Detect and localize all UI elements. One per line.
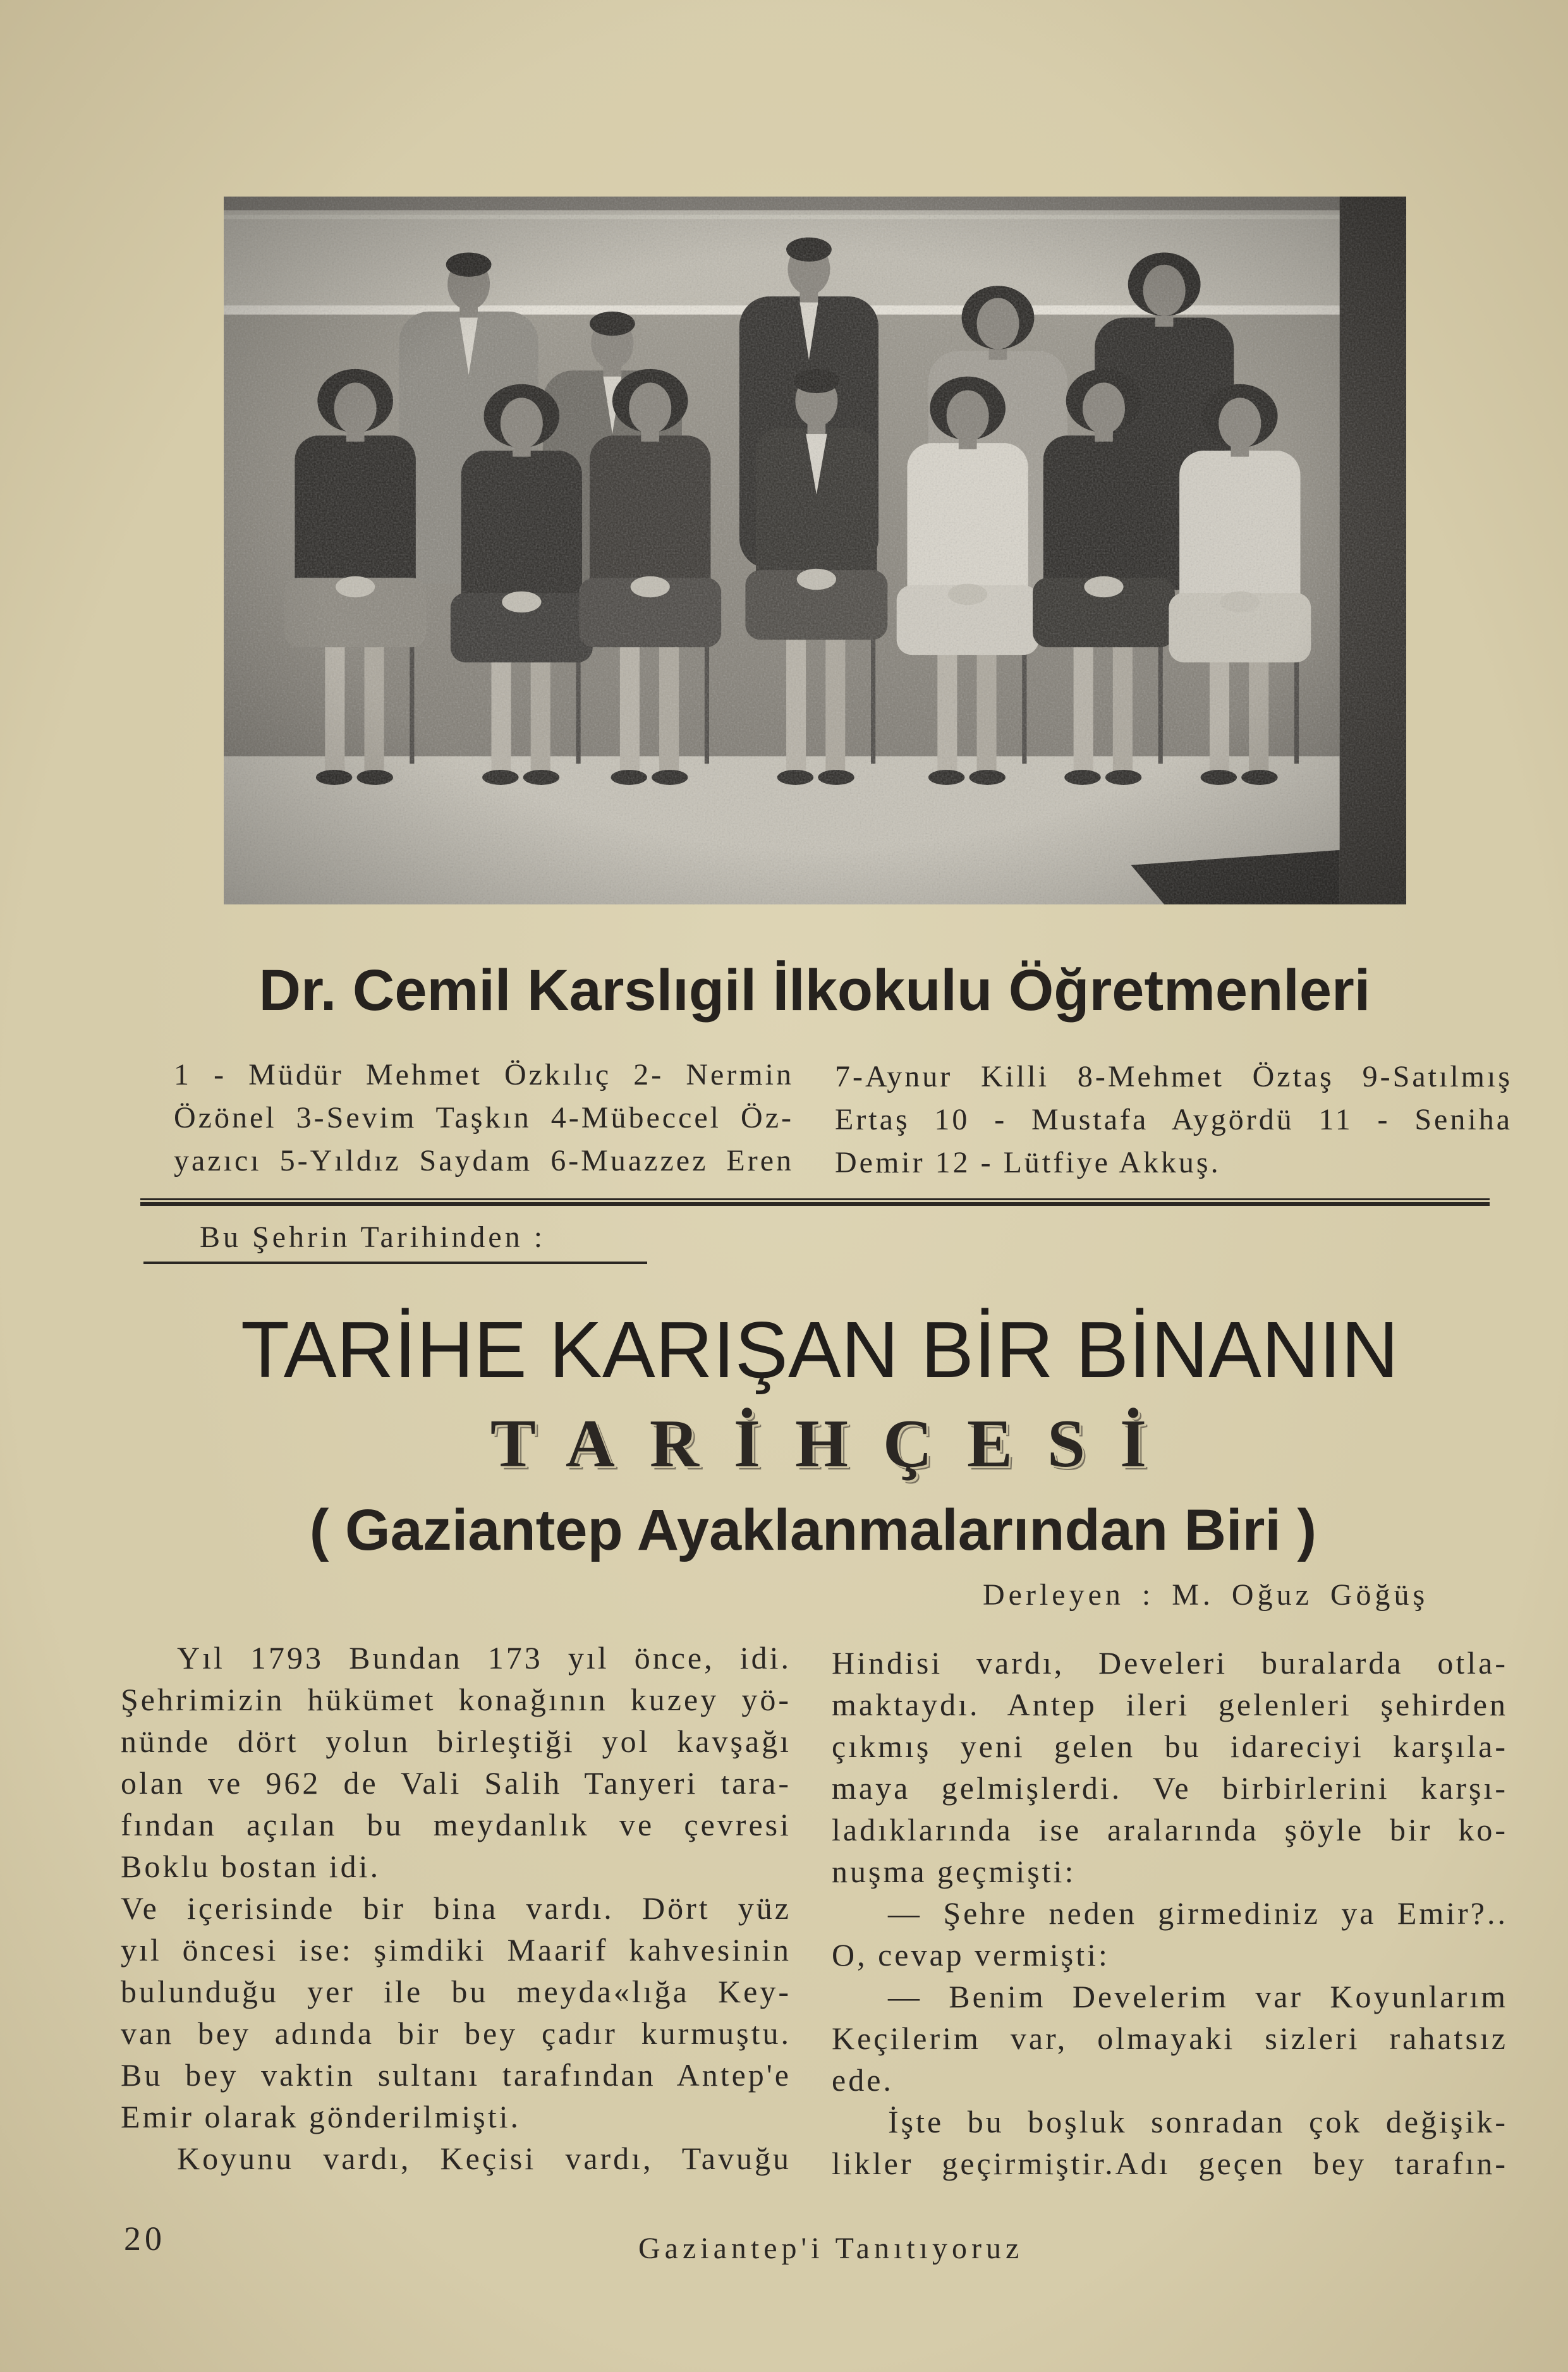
article-column-left [121, 1637, 791, 2179]
body-line: ede. [832, 2062, 894, 2098]
running-footer: Gaziantep'i Tanıtıyoruz [638, 2232, 1024, 2265]
body-line: nünde dört yolun birleştiği yol kavşağı [121, 1724, 791, 1759]
caption-line: 7-Aynur Killi 8-Mehmet Öztaş 9-Satılmış [835, 1060, 1512, 1093]
body-line: Boklu bostan idi. [121, 1849, 381, 1884]
photo-caption-right [835, 1055, 1512, 1184]
article-title: TARİHE KARIŞAN BİR BİNANIN [241, 1305, 1399, 1394]
body-line: yıl öncesi ise: şimdiki Maarif kahvesinin [121, 1932, 791, 1968]
body-line: maktaydı. Antep ileri gelenleri şehirden [832, 1687, 1508, 1722]
body-line: likler geçirmiştir.Adı geçen bey tarafın- [832, 2146, 1508, 2181]
body-line: nuşma geçmişti: [832, 1854, 1076, 1889]
article-subtitle: TARİHÇESİ [490, 1406, 1182, 1481]
section-label: Bu Şehrin Tarihinden : [200, 1220, 546, 1254]
body-line: — Şehre neden girmediniz ya Emir?.. [888, 1895, 1508, 1931]
group-photo [224, 197, 1406, 904]
caption-line: Özönel 3-Sevim Taşkın 4-Mübeccel Öz- [174, 1101, 794, 1134]
body-line: Bu bey vaktin sultanı tarafından Antep'e [121, 2057, 791, 2093]
body-line: — Benim Develerim var Koyunlarım [888, 1979, 1508, 2014]
body-line: bulunduğu yer ile bu meyda«lığa Key- [121, 1974, 791, 2009]
body-line: Ve içerisinde bir bina vardı. Dört yüz [121, 1890, 791, 1926]
body-line: fından açılan bu meydanlık ve çevresi [121, 1807, 791, 1842]
photo-caption-left [174, 1054, 794, 1183]
photo-vignette [224, 197, 1406, 904]
body-line: van bey adında bir bey çadır kurmuştu. [121, 2016, 791, 2051]
caption-line: 1 - Müdür Mehmet Özkılıç 2- Nermin [174, 1058, 794, 1092]
body-line: Hindisi vardı, Develeri buralarda otla- [832, 1645, 1508, 1681]
section-underline [143, 1262, 647, 1264]
body-line: çıkmış yeni gelen bu idareciyi karşıla- [832, 1729, 1508, 1764]
photo-caption-title: Dr. Cemil Karslıgil İlkokulu Öğretmenleri [258, 958, 1371, 1023]
article-kicker: ( Gaziantep Ayaklanmalarından Biri ) [309, 1498, 1317, 1562]
body-line: Keçilerim var, olmayaki sizleri rahatsız [832, 2021, 1508, 2056]
body-line: Yıl 1793 Bundan 173 yıl önce, idi. [177, 1640, 791, 1676]
body-line: Şehrimizin hükümet konağının kuzey yö- [121, 1682, 791, 1717]
body-line: O, cevap vermişti: [832, 1937, 1110, 1973]
body-line: ladıklarında ise aralarında şöyle bir ko- [832, 1812, 1508, 1847]
caption-line: Demir 12 - Lütfiye Akkuş. [835, 1146, 1221, 1179]
body-line: Koyunu vardı, Keçisi vardı, Tavuğu [177, 2141, 791, 2176]
body-line: maya gelmişlerdi. Ve birbirlerini karşı- [832, 1770, 1508, 1806]
group-photo-image [224, 197, 1406, 904]
article-byline: Derleyen : M. Oğuz Göğüş [983, 1578, 1429, 1612]
body-line: İşte bu boşluk sonradan çok değişik- [888, 2104, 1508, 2139]
body-line: Emir olarak gönderilmişti. [121, 2099, 521, 2134]
caption-line: yazıcı 5-Yıldız Saydam 6-Muazzez Eren [174, 1144, 794, 1177]
section-rule [140, 1202, 1490, 1206]
section-rule-thin [140, 1198, 1490, 1200]
body-line: olan ve 962 de Vali Salih Tanyeri tara- [121, 1765, 791, 1801]
page-number: 20 [124, 2220, 166, 2258]
caption-line: Ertaş 10 - Mustafa Aygördü 11 - Seniha [835, 1103, 1512, 1136]
article-column-right [832, 1642, 1508, 2184]
